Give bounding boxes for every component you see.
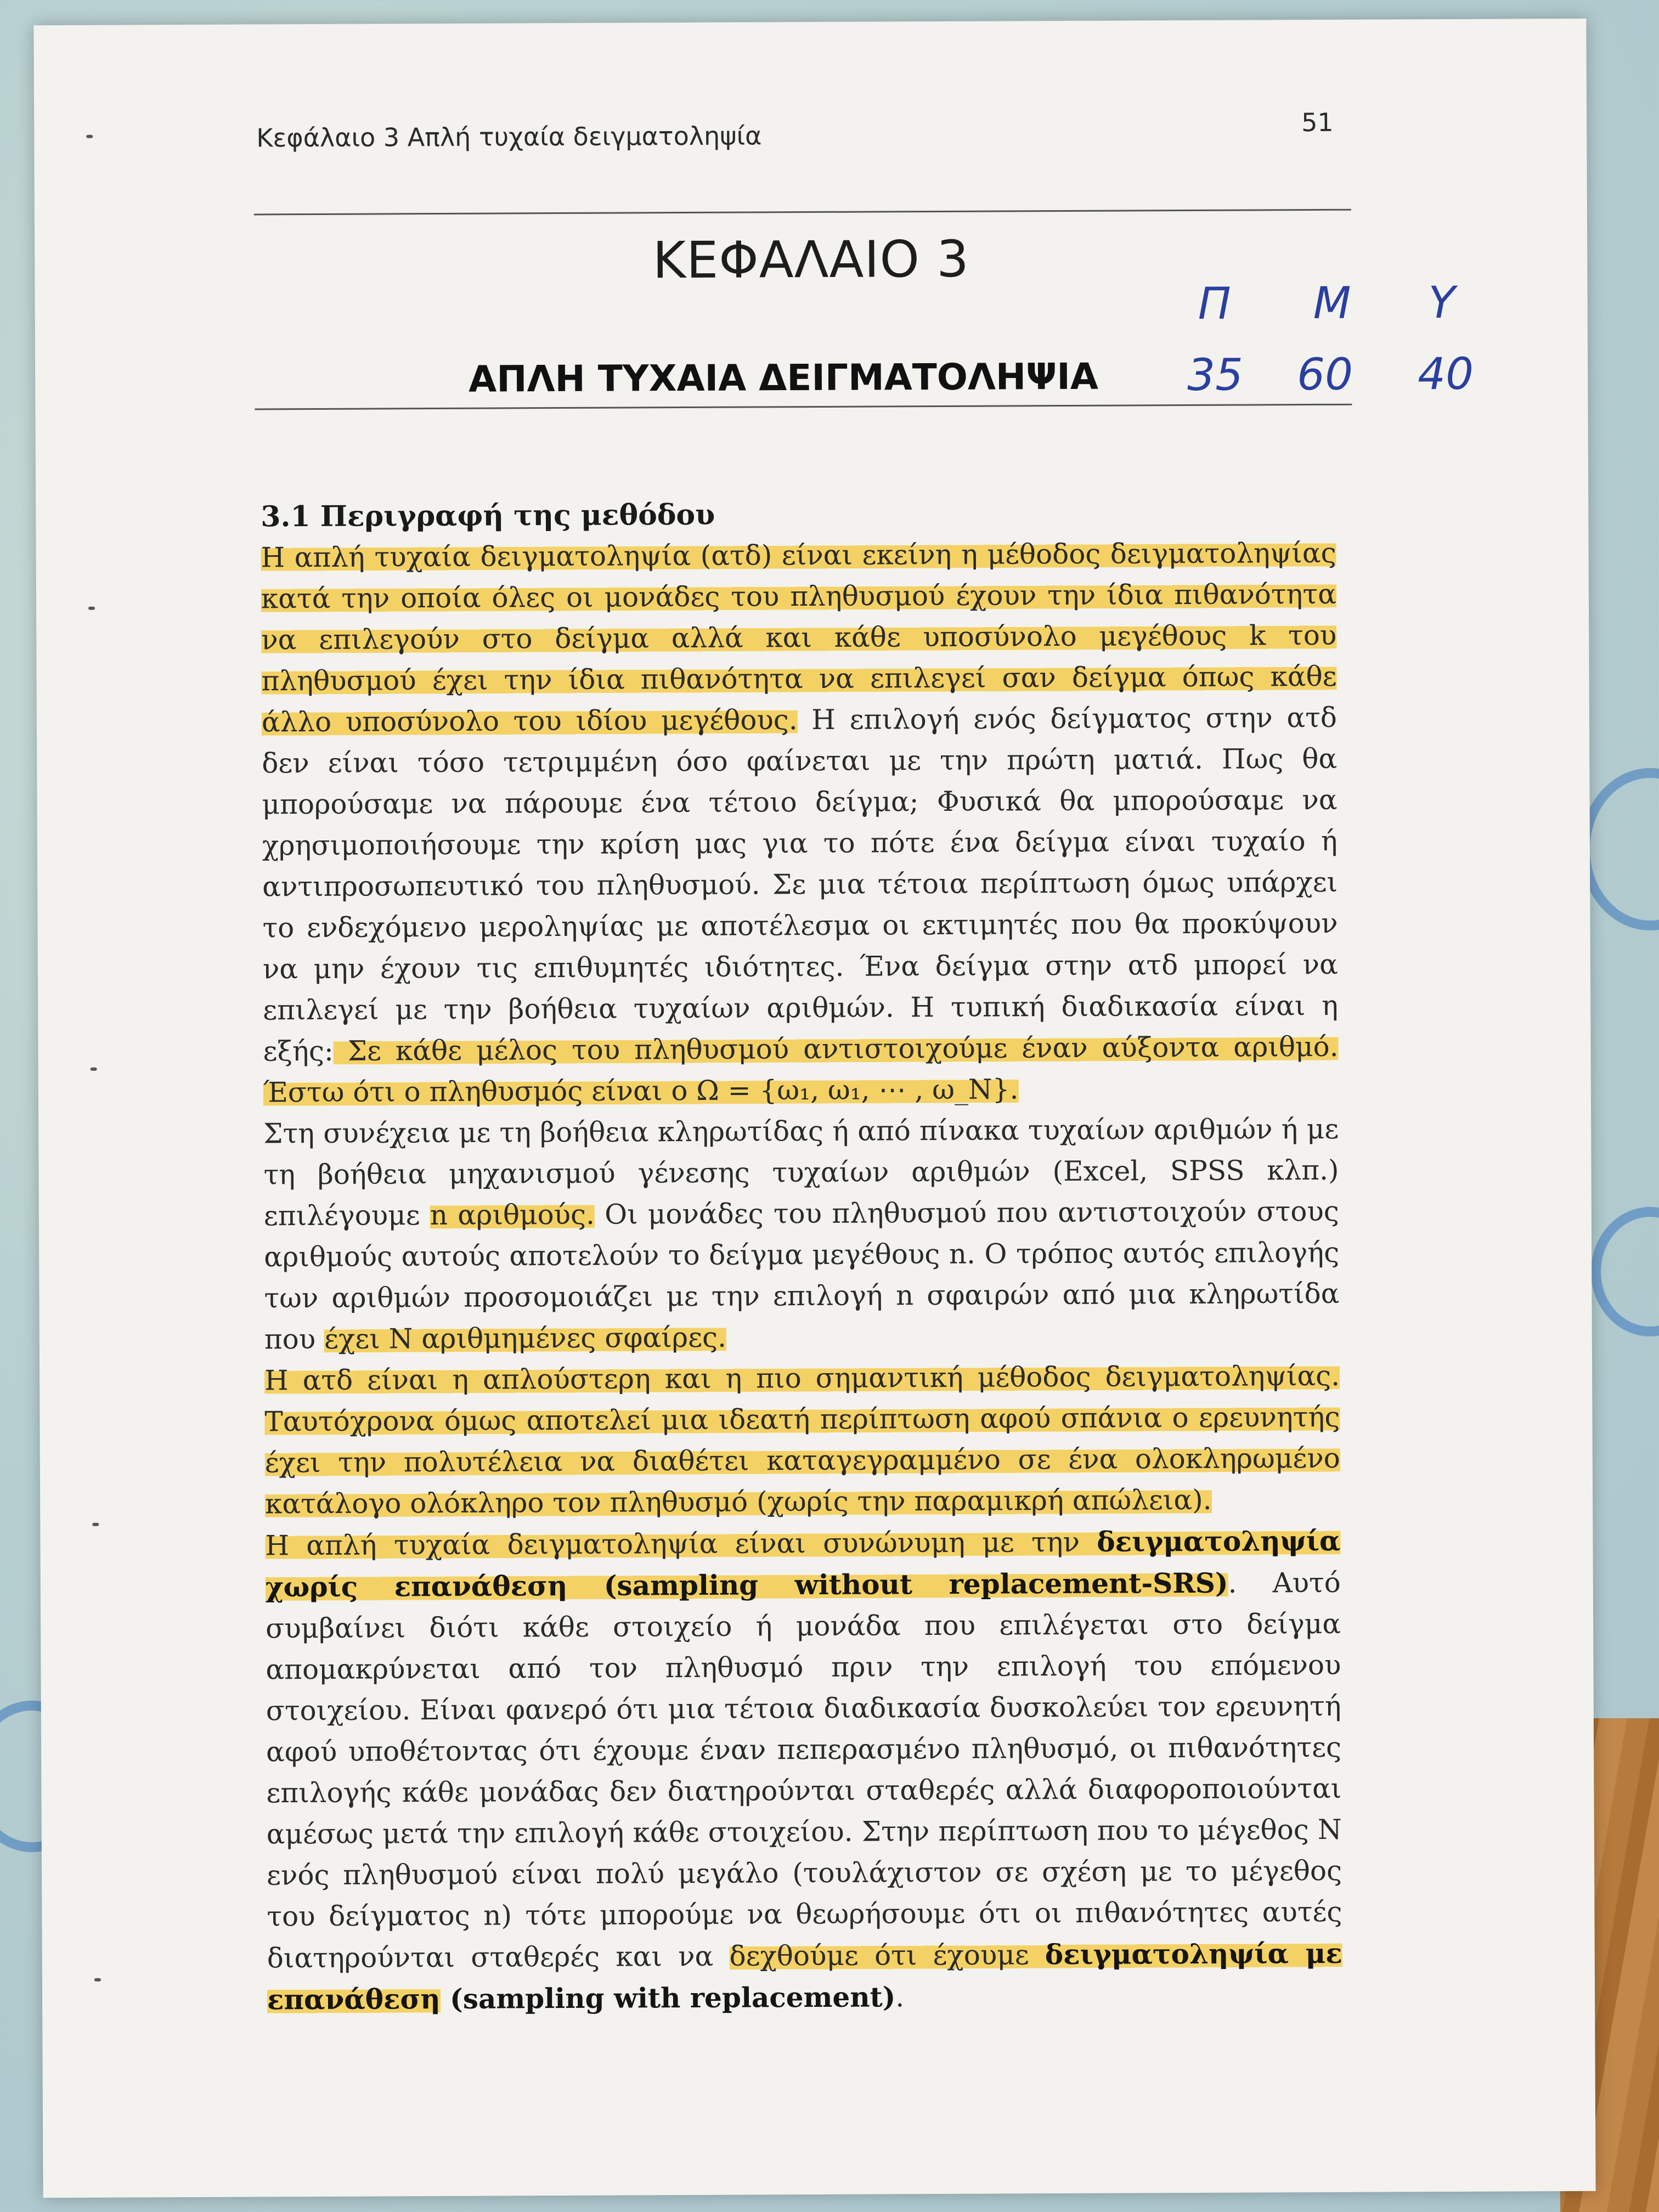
handwritten-value: 35: [1187, 349, 1244, 401]
paragraph: [261, 533, 1339, 1114]
chapter-subtitle: ΑΠΛΗ ΤΥΧΑΙΑ ΔΕΙΓΜΑΤΟΛΗΨΙΑ: [469, 355, 1099, 400]
highlighted-text: Σε κάθε μέλος του πληθυσμού αντιστοιχούμε έναν αύξοντα αριθμό. Έστω ότι ο πληθυσμός είναι ο Ω = {ω₁, ω₁, ⋯ , ω_N}.: [263, 1030, 1339, 1109]
bold-term: δειγματοληψία με επανάθεση: [267, 1937, 1342, 2016]
page-number: 51: [1301, 107, 1334, 138]
section-heading: 3.1 Περιγραφή της μεθόδου: [261, 498, 715, 534]
handwritten-label: Υ: [1428, 276, 1455, 329]
running-header: Κεφάλαιο 3 Απλή τυχαία δειγματοληψία: [256, 121, 762, 153]
highlighted-text: Η ατδ είναι η απλούστερη και η πιο σημαντική μέθοδος δειγματοληψίας. Ταυτόχρονα όμως αποτελεί μια ιδεατή περίπτωση αφού σπάνια ο ερευνητής έχει την πολυτέλεια να διαθέτει καταγεγραμμένο σε ένα ολοκληρωμένο κατάλογο ολόκληρο τον πληθυσμό (χωρίς την παραμικρή απώλεια).: [264, 1359, 1340, 1520]
paragraph-text: . Αυτό συμβαίνει διότι κάθε στοιχείο ή μονάδα που επιλέγεται στο δείγμα απομακρύνεται από τον πληθυσμό πριν την επιλογή του επόμενου στοιχείου. Είναι φανερό ότι μια τέτοια διαδικασία δυσκολεύει τον ερευνητή αφού υποθέτοντας ότι έχουμε έναν πεπερασμένο πληθυσμό, οι πιθανότητες επιλογής κάθε μονάδας δεν διατηρούνται σταθερές αλλά διαφοροποιούνται αμέσως μετά την επιλογή κάθε στοιχείου. Στην περίπτωση που το μέγεθος N ενός πληθυσμού είναι πολύ μεγάλο (τουλάχιστον σε σχέση με το μέγεθος του δείγματος n) τότε μπορούμε να θεωρήσουμε ότι οι πιθανότητες αυτές διατηρούνται σταθερές και να: [266, 1566, 1342, 1974]
paper-mark: [86, 135, 93, 138]
paper-mark: [94, 1978, 101, 1982]
printed-page: [33, 19, 1595, 2198]
paper-mark: [91, 1068, 97, 1071]
paragraph-text: Στη συνέχεια με τη βοήθεια κληρωτίδας ή από πίνακα τυχαίων αριθμών ή με τη βοήθεια μηχανισμού γένεσης τυχαίων αριθμών (Excel, SPSS κλπ.) επιλέγουμε: [263, 1113, 1339, 1232]
chapter-title: ΚΕΦΑΛΑΙΟ 3: [652, 229, 969, 290]
bold-term: (sampling with replacement): [440, 1980, 896, 2015]
paper-mark: [88, 607, 95, 610]
highlighted-text: n αριθμούς.: [430, 1198, 595, 1232]
highlighted-text: δεχθούμε ότι έχουμε: [729, 1939, 1045, 1972]
section-body: [261, 492, 1342, 2021]
bold-term: δειγματοληψία χωρίς επανάθεση (sampling without replacement-SRS): [265, 1524, 1341, 1604]
handwritten-label: Π: [1198, 278, 1231, 329]
paragraph-text: Οι μονάδες του πληθυσμού που αντιστοιχούν στους αριθμούς αυτούς αποτελούν το δείγμα μεγέθους n. Ο τρόπος αυτός επιλογής των αριθμών προσομοιάζει με την επιλογή n σφαιρών από μια κληρωτίδα που: [264, 1195, 1340, 1356]
highlighted-text: έχει N αριθμημένες σφαίρες.: [324, 1321, 727, 1355]
header-rule: [254, 209, 1351, 216]
title-rule: [255, 404, 1352, 410]
paragraph: [265, 1520, 1342, 2021]
background-floral: [1591, 1207, 1659, 1336]
handwritten-label: Μ: [1313, 277, 1351, 329]
background-floral: [1580, 768, 1659, 930]
handwritten-value: 60: [1296, 348, 1353, 400]
highlighted-text: Η απλή τυχαία δειγματοληψία είναι συνώνυμη με την: [265, 1526, 1097, 1562]
highlighted-text: Η απλή τυχαία δειγματοληψία (ατδ) είναι εκείνη η μέθοδος δειγματοληψίας κατά την οποία όλες οι μονάδες του πληθυσμού έχουν την ίδια πιθανότητα να επιλεγούν στο δείγμα αλλά και κάθε υποσύνολο μεγέθους k του πληθυσμού έχει την ίδια πιθανότητα να επιλεγεί σαν δείγμα όπως κάθε άλλο υποσύνολο του ιδίου μεγέθους.: [261, 537, 1337, 738]
paper-mark: [92, 1523, 99, 1526]
paragraph: [263, 1109, 1340, 1361]
paragraph-text: Η επιλογή ενός δείγματος στην ατδ δεν είναι τόσο τετριμμένη όσο φαίνεται με την πρώτη ματιά. Πως θα μπορούσαμε να πάρουμε ένα τέτοιο δείγμα; Φυσικά θα μπορούσαμε να χρησιμοποιήσουμε την κρίση μας για το πότε ένα δείγμα είναι τυχαίο ή αντιπροσωπευτικό του πληθυσμού. Σε μια τέτοια περίπτωση όμως υπάρχει το ενδεχόμενο μεροληψίας με αποτέλεσμα οι εκτιμητές που θα προκύψουν να μην έχουν τις επιθυμητές ιδιότητες. Ένα δείγμα στην ατδ μπορεί να επιλεγεί με την βοήθεια τυχαίων αριθμών. Η τυπική διαδικασία είναι η εξής:: [262, 701, 1339, 1068]
paragraph: [264, 1356, 1340, 1525]
handwritten-value: 40: [1417, 348, 1474, 400]
paragraph-text: .: [895, 1981, 905, 2013]
